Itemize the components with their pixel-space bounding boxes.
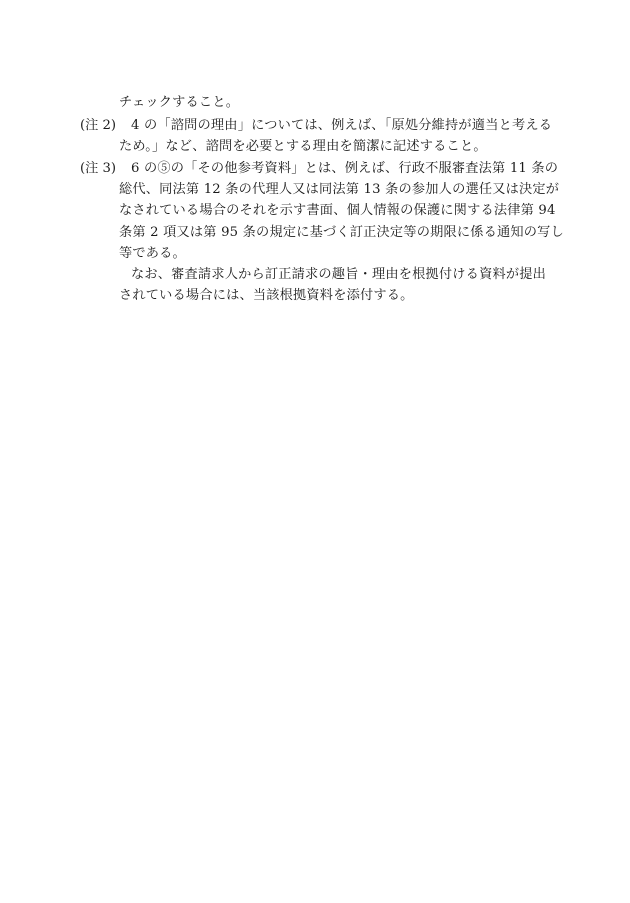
note-3-line-5: 等である。 (119, 246, 186, 261)
note-2-label: (注 2) (80, 118, 117, 133)
continuation-line: チェックすること。 (119, 95, 240, 110)
note-2-line-1: 4 の「諮問の理由」については、例えば、「原処分維持が適当と考える (131, 118, 553, 133)
note-3-line-3: なされている場合のそれを示す書面、個人情報の保護に関する法律第 94 (119, 203, 556, 218)
note-3-line-6: なお、審査請求人から訂正請求の趣旨・理由を根拠付ける資料が提出 (131, 267, 547, 282)
note-3-line-7: されている場合には、当該根拠資料を添付する。 (119, 288, 414, 303)
note-3-line-1: 6 の⑤の「その他参考資料」とは、例えば、行政不服審査法第 11 条の (131, 161, 559, 176)
note-3-label: (注 3) (80, 161, 117, 176)
note-2-line-2: ため。」など、諮問を必要とする理由を簡潔に記述すること。 (119, 139, 487, 154)
note-3-line-4: 条第 2 項又は第 95 条の規定に基づく訂正決定等の期限に係る通知の写し (119, 225, 564, 240)
note-3-line-2: 総代、同法第 12 条の代理人又は同法第 13 条の参加人の選任又は決定が (119, 182, 560, 197)
